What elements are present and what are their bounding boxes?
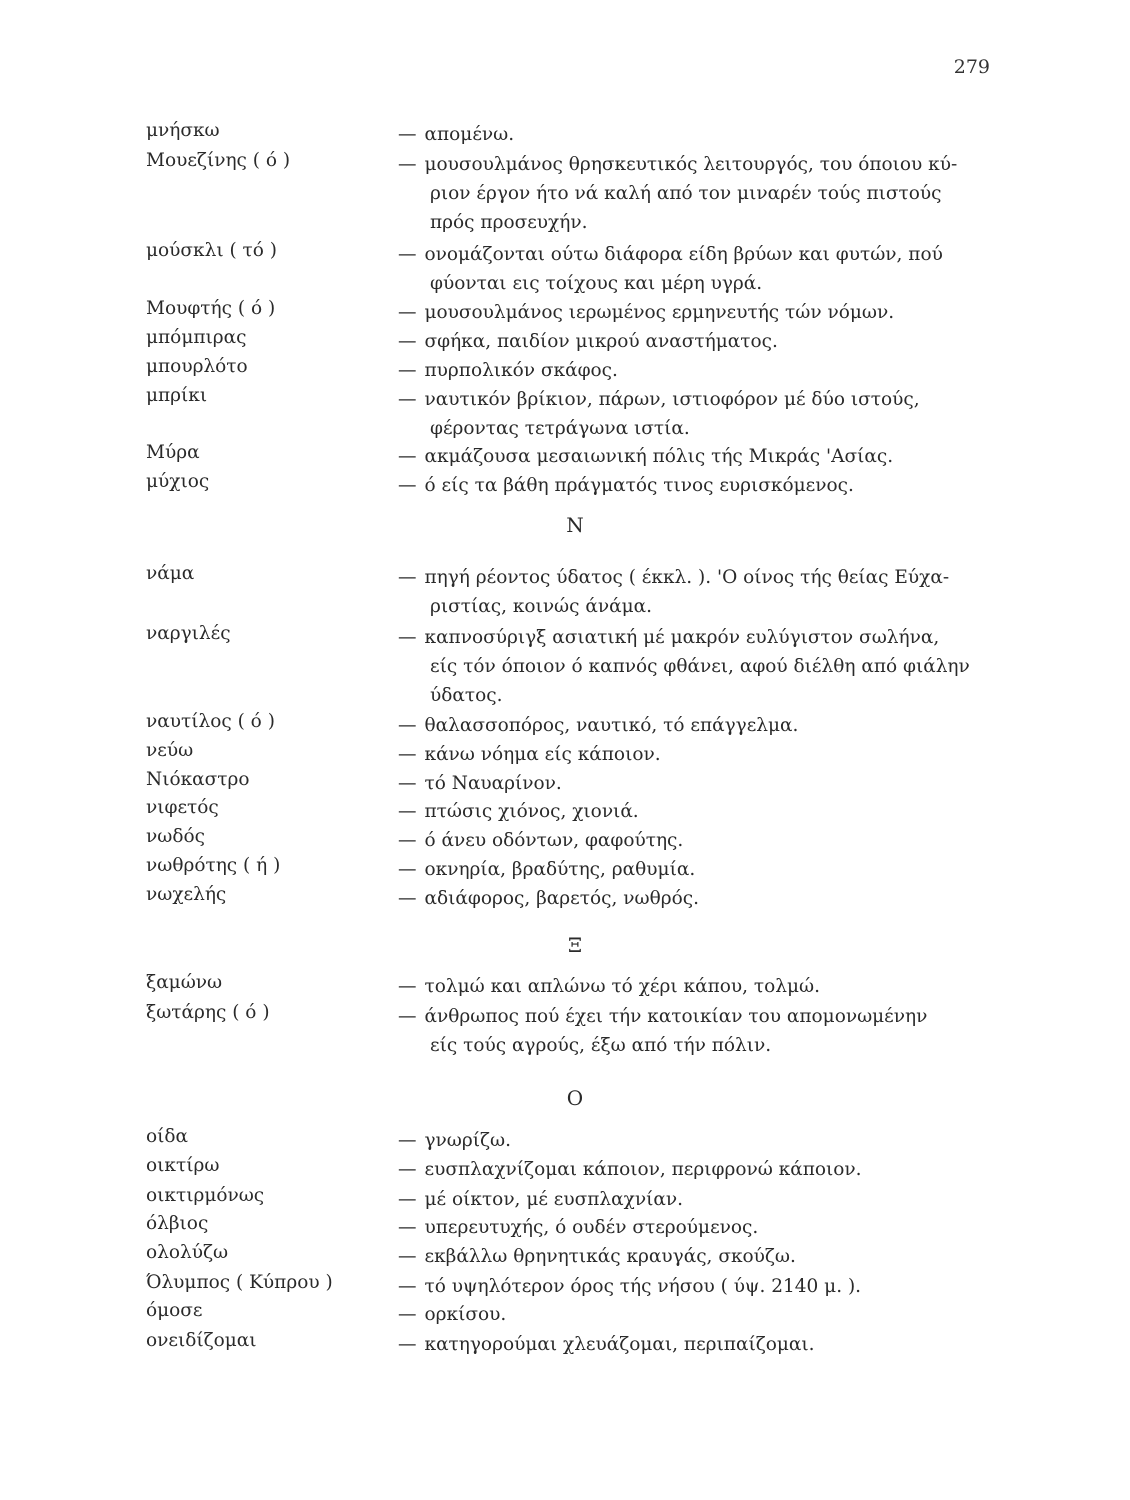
definition-line: κάνω νόημα είς κάποιον.	[424, 744, 661, 765]
glossary-entry	[0, 1213, 1130, 1243]
entry-definition	[398, 150, 1003, 180]
definition-line: γνωρίζω.	[424, 1130, 512, 1151]
entry-definition	[398, 1272, 1003, 1302]
entry-term: νάμα	[146, 563, 195, 584]
glossary-entry	[0, 327, 1130, 357]
entry-definition	[398, 385, 1003, 415]
definition-continuation-line: ύδατος.	[430, 685, 503, 706]
entry-term: Μουεζίνης ( ό )	[146, 150, 291, 171]
entry-definition	[398, 1213, 1003, 1243]
em-dash: —	[398, 1130, 417, 1151]
glossary-entry	[0, 711, 1130, 741]
entry-definition	[398, 327, 1003, 357]
em-dash: —	[398, 302, 417, 323]
definition-continuation-line: είς τόν όποιον ό καπνός φθάνει, αφού διέλθη από φιάλην	[430, 656, 970, 677]
glossary-entry	[0, 1185, 1130, 1215]
entry-definition	[398, 1126, 1003, 1156]
entry-definition	[398, 1185, 1003, 1215]
definition-line: τό υψηλότερον όρος τής νήσου ( ύψ. 2140 μ. ).	[424, 1276, 862, 1297]
definition-continuation-line: ριστίας, κοινώς άνάμα.	[430, 596, 653, 617]
definition-line: κατηγορούμαι χλευάζομαι, περιπαίζομαι.	[424, 1334, 815, 1355]
entry-term: ναυτίλος ( ό )	[146, 711, 275, 732]
entry-definition	[398, 769, 1003, 799]
entry-definition	[398, 298, 1003, 328]
entry-definition	[398, 826, 1003, 856]
entry-definition	[398, 855, 1003, 885]
glossary-entry	[0, 972, 1130, 1002]
definition-line: μέ οίκτον, μέ ευσπλαχνίαν.	[424, 1189, 683, 1210]
definition-line: άνθρωπος πού έχει τήν κατοικίαν του απομονωμένην	[424, 1006, 928, 1027]
definition-line: αδιάφορος, βαρετός, νωθρός.	[424, 888, 699, 909]
em-dash: —	[398, 773, 417, 794]
em-dash: —	[398, 830, 417, 851]
entry-term: μύχιος	[146, 471, 210, 492]
entry-term: νωδός	[146, 826, 205, 847]
em-dash: —	[398, 1217, 417, 1238]
em-dash: —	[398, 1276, 417, 1297]
entry-definition	[398, 563, 1003, 593]
entry-term: νεύω	[146, 740, 194, 761]
entry-definition	[398, 1330, 1003, 1360]
entry-term: ολολύζω	[146, 1242, 229, 1263]
glossary-entry	[0, 826, 1130, 856]
definition-continuation-line: φέροντας τετράγωνα ιστία.	[430, 418, 690, 439]
glossary-entry	[0, 120, 1130, 150]
em-dash: —	[398, 124, 417, 145]
entry-term: όμοσε	[146, 1300, 203, 1321]
entry-term: Νιόκαστρο	[146, 769, 250, 790]
definition-line: ευσπλαχνίζομαι κάποιον, περιφρονώ κάποιον.	[424, 1159, 862, 1180]
entry-definition	[398, 740, 1003, 770]
glossary-entry	[0, 1242, 1130, 1272]
glossary-entry	[0, 1330, 1130, 1360]
em-dash: —	[398, 1159, 417, 1180]
definition-line: τό Ναυαρίνον.	[424, 773, 562, 794]
entry-definition	[398, 120, 1003, 150]
entry-definition	[398, 711, 1003, 741]
entry-term: ξαμώνω	[146, 972, 223, 993]
entry-term: Μύρα	[146, 442, 200, 463]
definition-line: σφήκα, παιδίον μικρού αναστήματος.	[424, 331, 778, 352]
glossary-entry	[0, 442, 1130, 472]
definition-line: πυρπολικόν σκάφος.	[424, 360, 618, 381]
definition-line: τολμώ και απλώνω τό χέρι κάπου, τολμώ.	[424, 976, 820, 997]
em-dash: —	[398, 859, 417, 880]
glossary-entry	[0, 298, 1130, 328]
glossary-entry	[0, 1300, 1130, 1330]
definition-continuation-line: φύονται εις τοίχους και μέρη υγρά.	[430, 273, 763, 294]
definition-continuation-line: πρός προσευχήν.	[430, 212, 588, 233]
em-dash: —	[398, 244, 417, 265]
glossary-entry	[0, 623, 1130, 706]
em-dash: —	[398, 360, 417, 381]
entry-definition	[398, 471, 1003, 501]
entry-definition	[398, 972, 1003, 1002]
definition-line: μουσουλμάνος θρησκευτικός λειτουργός, του όποιου κύ-	[424, 154, 958, 175]
entry-definition	[398, 797, 1003, 827]
em-dash: —	[398, 801, 417, 822]
glossary-entry	[0, 1002, 1130, 1056]
em-dash: —	[398, 627, 417, 648]
definition-line: θαλασσοπόρος, ναυτικό, τό επάγγελμα.	[424, 715, 799, 736]
glossary-entry	[0, 563, 1130, 617]
glossary-entry	[0, 1272, 1130, 1302]
entry-term: ξωτάρης ( ό )	[146, 1002, 270, 1023]
entry-definition	[398, 623, 1003, 653]
definition-line: απομένω.	[424, 124, 515, 145]
definition-line: καπνοσύριγξ ασιατική μέ μακρόν ευλύγιστον σωλήνα,	[424, 627, 940, 648]
em-dash: —	[398, 475, 417, 496]
entry-term: Όλυμπος ( Κύπρου )	[146, 1272, 333, 1293]
glossary-entry	[0, 385, 1130, 439]
definition-line: οκνηρία, βραδύτης, ραθυμία.	[424, 859, 696, 880]
entry-definition	[398, 1155, 1003, 1185]
em-dash: —	[398, 1006, 417, 1027]
glossary-entry	[0, 1155, 1130, 1185]
section-letter: Ο	[566, 1086, 584, 1110]
definition-line: ό είς τα βάθη πράγματός τινος ευρισκόμενος.	[424, 475, 854, 496]
glossary-entry	[0, 884, 1130, 914]
entry-term: Μουφτής ( ό )	[146, 298, 276, 319]
definition-line: εκβάλλω θρηνητικάς κραυγάς, σκούζω.	[424, 1246, 796, 1267]
glossary-entry	[0, 150, 1130, 233]
definition-line: ονομάζονται ούτω διάφορα είδη βρύων και φυτών, πού	[424, 244, 943, 265]
definition-line: πηγή ρέοντος ύδατος ( έκκλ. ). 'Ο οίνος τής θείας Εύχα-	[424, 567, 950, 588]
definition-line: πτώσις χιόνος, χιονιά.	[424, 801, 639, 822]
entry-term: νιφετός	[146, 797, 219, 818]
entry-term: μπουρλότο	[146, 356, 248, 377]
em-dash: —	[398, 389, 417, 410]
definition-line: υπερευτυχής, ό ουδέν στερούμενος.	[424, 1217, 759, 1238]
entry-term: οίδα	[146, 1126, 189, 1147]
entry-definition	[398, 442, 1003, 472]
entry-term: μπόμπιρας	[146, 327, 247, 348]
em-dash: —	[398, 446, 417, 467]
definition-line: ναυτικόν βρίκιον, πάρων, ιστιοφόρον μέ δύο ιστούς,	[424, 389, 920, 410]
entry-term: μπρίκι	[146, 385, 208, 406]
glossary-entry	[0, 769, 1130, 799]
entry-term: οικτίρω	[146, 1155, 220, 1176]
entry-term: όλβιος	[146, 1213, 209, 1234]
glossary-entry	[0, 797, 1130, 827]
entry-definition	[398, 356, 1003, 386]
em-dash: —	[398, 567, 417, 588]
entry-term: ναργιλές	[146, 623, 231, 644]
page-number: 279	[953, 56, 990, 78]
definition-continuation-line: ριον έργον ήτο νά καλή από τον μιναρέν τούς πιστούς	[430, 183, 942, 204]
section-letter: Ν	[566, 513, 584, 537]
entry-definition	[398, 240, 1003, 270]
glossary-entry	[0, 855, 1130, 885]
definition-line: ό άνευ οδόντων, φαφούτης.	[424, 830, 684, 851]
glossary-entry	[0, 471, 1130, 501]
entry-term: μούσκλι ( τό )	[146, 240, 278, 261]
em-dash: —	[398, 888, 417, 909]
section-letter: Ξ	[567, 933, 583, 957]
em-dash: —	[398, 154, 417, 175]
em-dash: —	[398, 1334, 417, 1355]
glossary-entry	[0, 1126, 1130, 1156]
entry-term: νωχελής	[146, 884, 227, 905]
em-dash: —	[398, 744, 417, 765]
em-dash: —	[398, 976, 417, 997]
entry-term: μνήσκω	[146, 120, 220, 141]
definition-continuation-line: είς τούς αγρούς, έξω από τήν πόλιν.	[430, 1035, 772, 1056]
definition-line: ορκίσου.	[424, 1304, 507, 1325]
entry-term: οικτιρμόνως	[146, 1185, 265, 1206]
em-dash: —	[398, 1246, 417, 1267]
definition-line: μουσουλμάνος ιερωμένος ερμηνευτής τών νόμων.	[424, 302, 895, 323]
em-dash: —	[398, 1189, 417, 1210]
entry-definition	[398, 1300, 1003, 1330]
definition-line: ακμάζουσα μεσαιωνική πόλις τής Μικράς 'Ασίας.	[424, 446, 894, 467]
em-dash: —	[398, 331, 417, 352]
entry-definition	[398, 1242, 1003, 1272]
em-dash: —	[398, 1304, 417, 1325]
entry-definition	[398, 884, 1003, 914]
entry-definition	[398, 1002, 1003, 1032]
entry-term: νωθρότης ( ή )	[146, 855, 281, 876]
em-dash: —	[398, 715, 417, 736]
glossary-entry	[0, 356, 1130, 386]
glossary-entry	[0, 240, 1130, 294]
glossary-entry	[0, 740, 1130, 770]
entry-term: ονειδίζομαι	[146, 1330, 257, 1351]
